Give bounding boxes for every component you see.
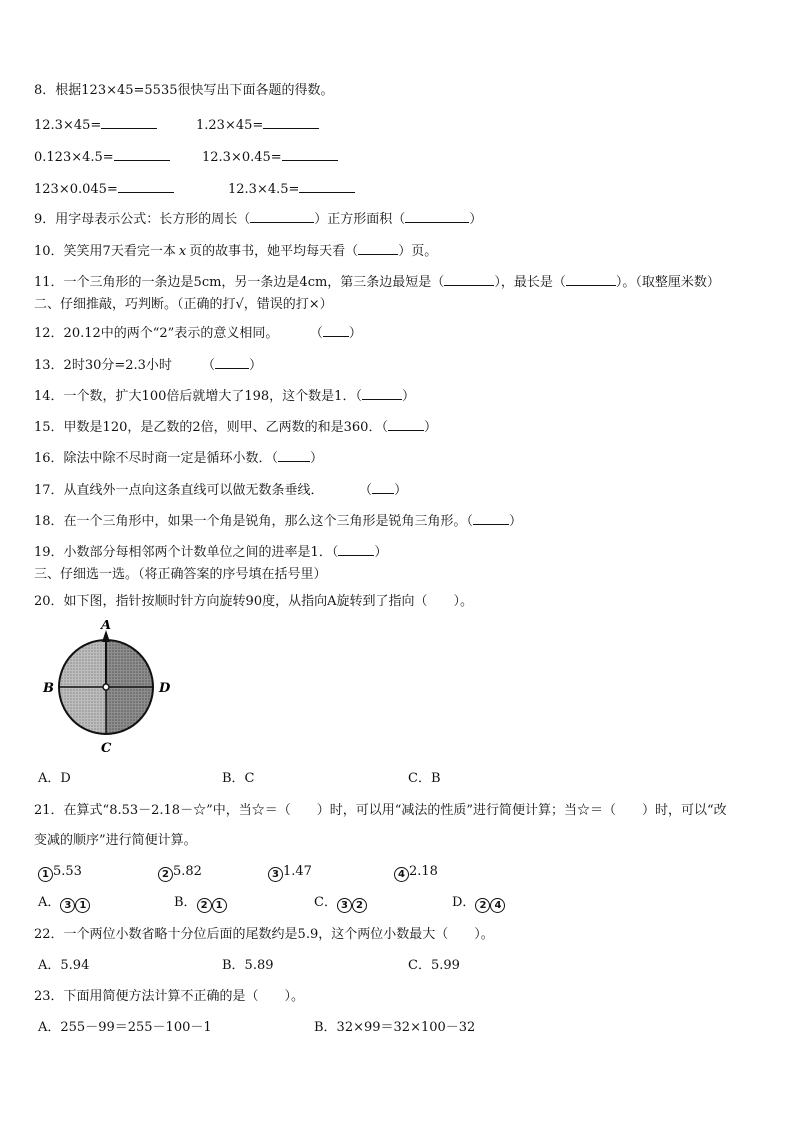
q22-option-b[interactable]: B．5.89	[222, 958, 274, 973]
answer-blank[interactable]	[101, 114, 157, 129]
judge-item: 16．除法中除不尽时商一定是循环小数．（ ）	[34, 447, 323, 468]
dial-center	[103, 684, 109, 690]
answer-blank[interactable]	[372, 479, 394, 494]
answer-blank[interactable]	[444, 271, 494, 286]
q21-option-a[interactable]: A． 3 1	[38, 894, 90, 913]
judge-item: 12．20.12中的两个“2”表示的意义相同。 （ ）	[34, 322, 362, 343]
answer-blank[interactable]	[114, 146, 170, 161]
dial-label-top: A	[101, 620, 112, 633]
answer-blank[interactable]	[299, 178, 355, 193]
q20-option-a[interactable]: A．D	[38, 771, 71, 786]
q21-stem-line1: 21．在算式“8.53－2.18－☆”中，当☆＝（ ）时，可以用“减法的性质”进行简便计算；当☆＝（ ）时，可以“改	[34, 803, 727, 818]
q9: 9．用字母表示公式：长方形的周长（ ）正方形面积（ ）	[34, 208, 482, 229]
section-heading-choice: 三、仔细选一选。（将正确答案的序号填在括号里）	[34, 567, 327, 582]
dial-diagram	[34, 620, 184, 756]
q20-option-c[interactable]: C．B	[408, 771, 441, 786]
q23-option-a[interactable]: A．255－99＝255－100－1	[38, 1020, 212, 1035]
q23-stem: 23．下面用简便方法计算不正确的是（ ）。	[34, 989, 305, 1004]
q21-option-d[interactable]: D． 2 4	[452, 894, 505, 913]
q8-item-4: 12.3×0.45=	[202, 146, 338, 167]
judge-item: 17．从直线外一点向这条直线可以做无数条垂线． （ ）	[34, 479, 407, 500]
answer-blank[interactable]	[338, 541, 374, 556]
judge-item: 19．小数部分每相邻两个计数单位之间的进率是1．（ ）	[34, 541, 387, 562]
q21-option-b[interactable]: B． 2 1	[174, 894, 227, 913]
q21-choice: 1 5.53	[38, 863, 82, 882]
answer-blank[interactable]	[405, 208, 469, 223]
answer-blank[interactable]	[566, 271, 616, 286]
answer-blank[interactable]	[358, 240, 398, 255]
dial-label-left: B	[43, 681, 54, 696]
q22-option-a[interactable]: A．5.94	[38, 958, 90, 973]
q21-choice: 4 2.18	[394, 863, 438, 882]
q8-item-2: 1.23×45=	[196, 114, 319, 135]
q20-option-b[interactable]: B．C	[222, 771, 255, 786]
section-heading-judge: 二、仔细推敲，巧判断。（正确的打√，错误的打×）	[34, 297, 333, 312]
answer-blank[interactable]	[388, 416, 424, 431]
answer-blank[interactable]	[263, 114, 319, 129]
q22-option-c[interactable]: C．5.99	[408, 958, 460, 973]
q21-option-c[interactable]: C． 3 2	[314, 894, 367, 913]
answer-blank[interactable]	[323, 322, 349, 337]
judge-item: 15．甲数是120，是乙数的2倍，则甲、乙两数的和是360．（ ）	[34, 416, 437, 437]
answer-blank[interactable]	[362, 385, 402, 400]
answer-blank[interactable]	[278, 447, 310, 462]
q20-stem: 20．如下图，指针按顺时针方向旋转90度，从指向A旋转到了指向（ ）。	[34, 594, 473, 609]
q23-option-b[interactable]: B．32×99＝32×100－32	[314, 1020, 476, 1035]
q22-stem: 22．一个两位小数省略十分位后面的尾数约是5.9，这个两位小数最大（ ）。	[34, 927, 494, 942]
answer-blank[interactable]	[118, 178, 174, 193]
dial-label-bottom: C	[101, 741, 112, 756]
q8-stem: 8．根据123×45=5535很快写出下面各题的得数。	[34, 83, 334, 98]
q10: 10．笑笑用7天看完一本 x 页的故事书，她平均每天看（ ）页。	[34, 240, 437, 261]
q21-choice: 2 5.82	[158, 863, 202, 882]
dial-label-right: D	[159, 681, 171, 696]
q8-item-1: 12.3×45=	[34, 114, 157, 135]
q8-item-3: 0.123×4.5=	[34, 146, 170, 167]
judge-item: 18．在一个三角形中，如果一个角是锐角，那么这个三角形是锐角三角形。（ ）	[34, 510, 522, 531]
q11: 11．一个三角形的一条边是5cm，另一条边是4cm，第三条边最短是（ ），最长是（ ）。（取整厘米数）	[34, 271, 720, 292]
judge-item: 13．2时30分=2.3小时 （ ）	[34, 354, 262, 375]
answer-blank[interactable]	[282, 146, 338, 161]
q21-choice: 3 1.47	[268, 863, 312, 882]
q21-stem-line2: 变减的顺序”进行简便计算。	[34, 833, 197, 848]
judge-item: 14．一个数，扩大100倍后就增大了198，这个数是1．（ ）	[34, 385, 415, 406]
answer-blank[interactable]	[250, 208, 314, 223]
answer-blank[interactable]	[473, 510, 509, 525]
q8-item-6: 12.3×4.5=	[228, 178, 355, 199]
q8-item-5: 123×0.045=	[34, 178, 174, 199]
answer-blank[interactable]	[215, 354, 249, 369]
